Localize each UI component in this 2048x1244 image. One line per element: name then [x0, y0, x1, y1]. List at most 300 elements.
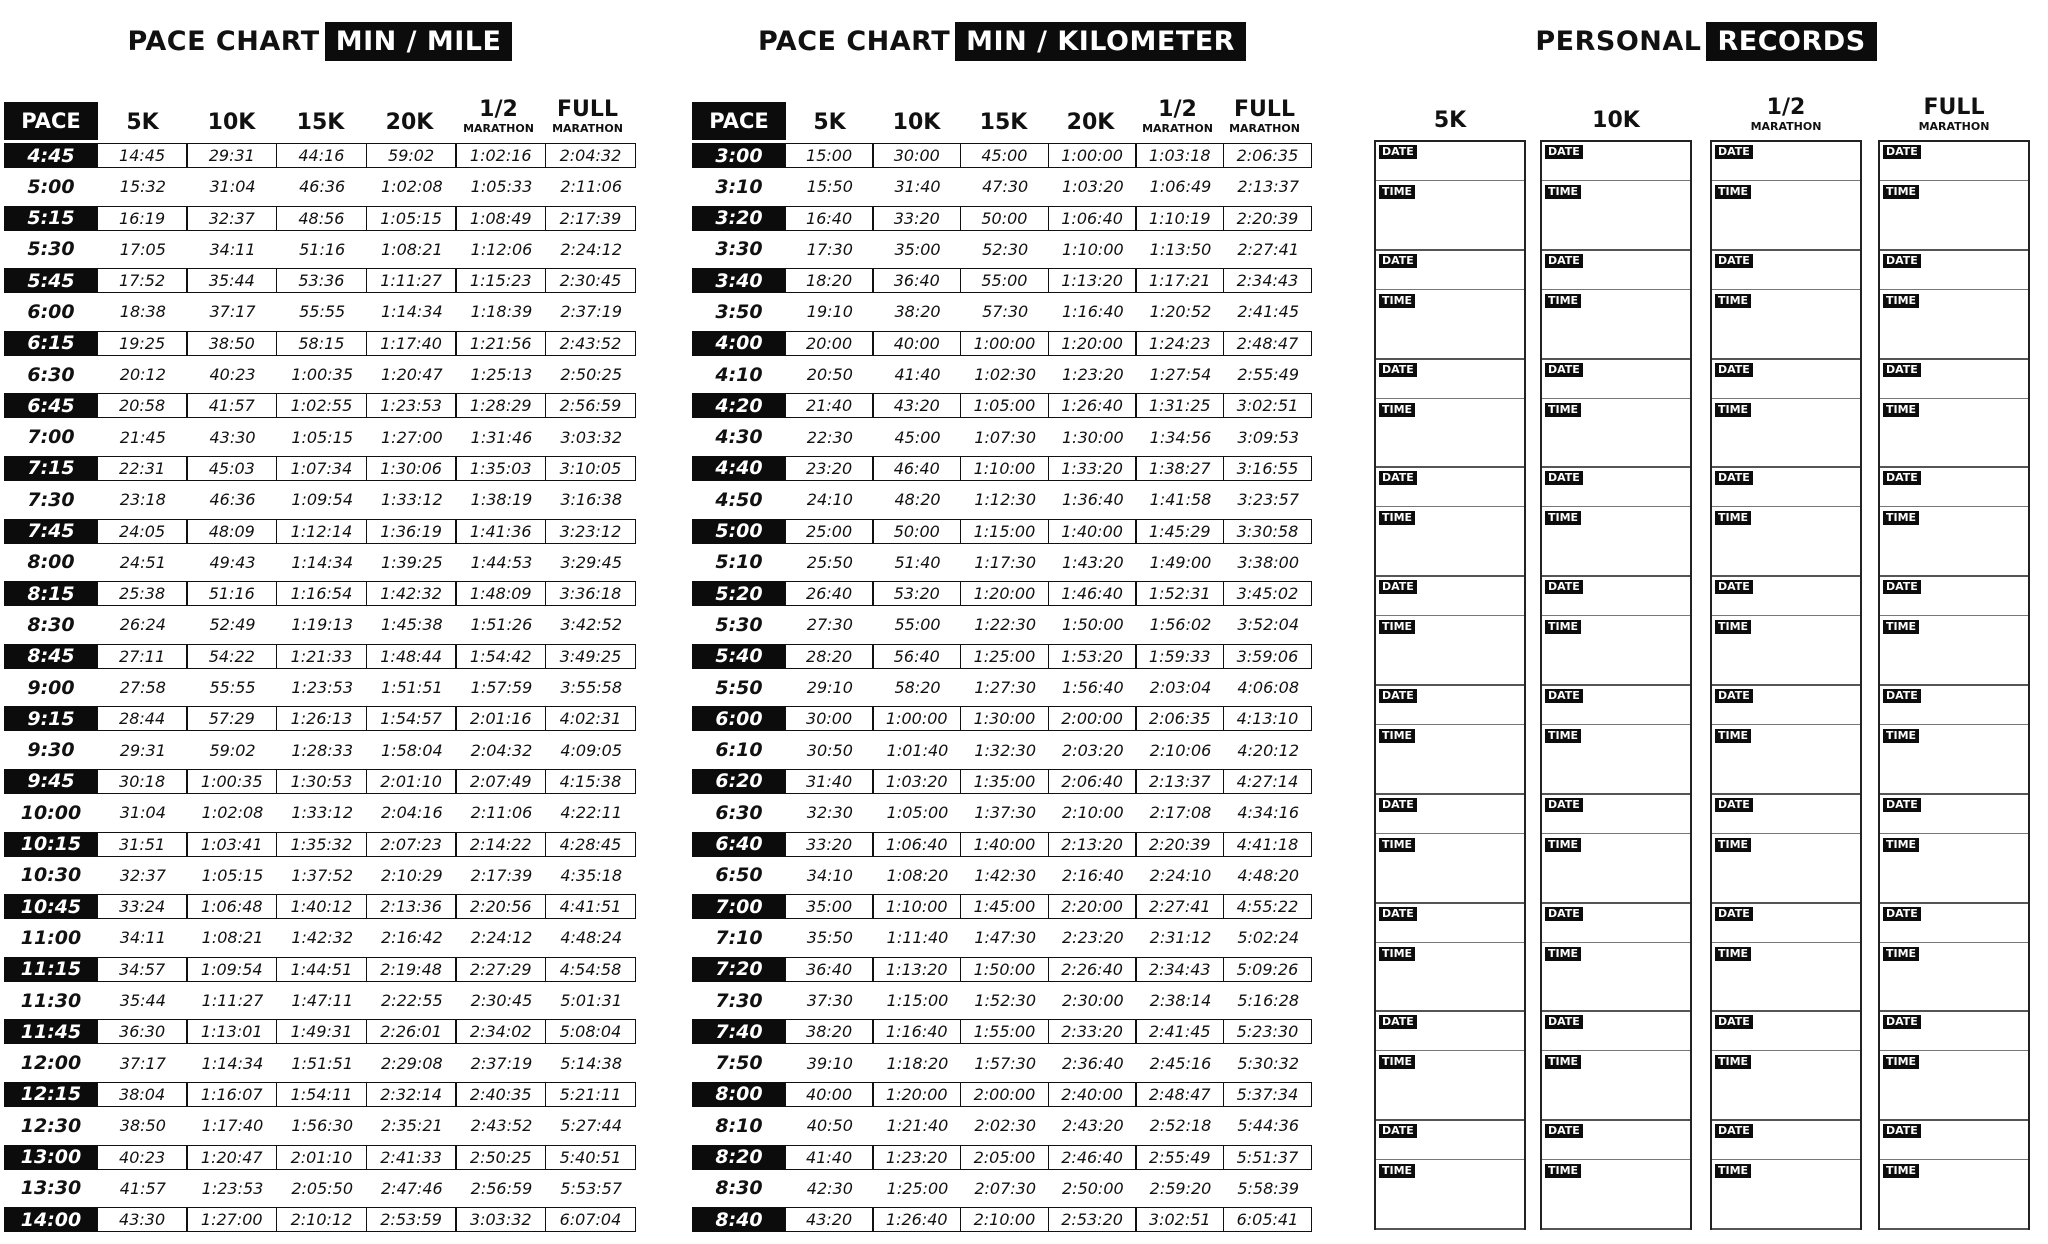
time-cell: 1:13:50: [1149, 239, 1212, 259]
date-label: DATE: [1715, 1124, 1753, 1138]
time-cell: 1:57:30: [974, 1053, 1037, 1073]
time-cell: 2:31:12: [1149, 928, 1212, 948]
time-cell: 30:50: [806, 740, 853, 760]
time-label: TIME: [1379, 838, 1415, 852]
time-cell: 34:57: [97, 957, 188, 982]
table-row: [692, 171, 1312, 202]
record-slot[interactable]: [1880, 1121, 2028, 1230]
time-cell: 1:10:00: [1062, 239, 1124, 259]
slot-divider: [1542, 1050, 1690, 1051]
record-slot[interactable]: [1542, 360, 1690, 469]
time-cell: 1:44:51: [276, 957, 367, 982]
pace-cell: 5:00: [692, 519, 786, 544]
time-cell: 1:30:53: [276, 769, 367, 794]
time-cell: 2:45:16: [1149, 1053, 1212, 1073]
time-cell: 1:02:16: [455, 143, 546, 168]
time-cells: [98, 331, 636, 356]
record-slot[interactable]: [1880, 577, 2028, 686]
time-cell: 1:03:20: [1062, 177, 1124, 197]
time-cell: 2:17:08: [1149, 803, 1212, 823]
header-5k: 5K: [126, 110, 159, 135]
slot-divider: [1542, 1159, 1690, 1160]
time-cell: 2:50:25: [560, 365, 623, 385]
time-cell: 1:03:20: [872, 769, 961, 794]
pace-cell: 4:00: [692, 331, 786, 356]
pace-cell: 4:40: [692, 456, 786, 481]
time-cell: 40:00: [785, 1082, 874, 1107]
time-cell: 30:18: [97, 769, 188, 794]
time-cell: 2:43:52: [470, 1116, 533, 1136]
time-label: TIME: [1715, 403, 1751, 417]
date-label: DATE: [1379, 580, 1417, 594]
time-cell: 55:00: [894, 615, 941, 635]
time-label: TIME: [1715, 729, 1751, 743]
time-cell: 4:02:31: [545, 706, 636, 731]
time-cell: 1:17:40: [201, 1116, 264, 1136]
time-cells: [786, 425, 1312, 450]
slot-divider: [1712, 942, 1860, 943]
time-cell: 1:13:20: [872, 957, 961, 982]
pace-cell: 4:50: [715, 488, 763, 511]
table-row: [4, 797, 636, 828]
time-label: TIME: [1883, 729, 1919, 743]
time-label: TIME: [1545, 947, 1581, 961]
pace-cell: 6:45: [4, 393, 98, 418]
record-slot[interactable]: [1712, 904, 1860, 1013]
pace-cell: 7:30: [27, 488, 75, 511]
date-label: DATE: [1545, 471, 1583, 485]
time-cells: [786, 863, 1312, 888]
slot-divider: [1712, 615, 1860, 616]
time-cell: 1:20:00: [872, 1082, 961, 1107]
time-cells: [786, 456, 1312, 481]
record-slot[interactable]: [1712, 142, 1860, 251]
time-cell: 1:36:19: [366, 519, 457, 544]
time-cell: 1:02:08: [381, 177, 443, 197]
time-cell: 1:45:29: [1135, 519, 1224, 544]
record-slot[interactable]: [1542, 1012, 1690, 1121]
time-cells: [98, 519, 636, 544]
time-cells: [786, 1207, 1312, 1232]
time-label: TIME: [1545, 620, 1581, 634]
time-cell: 1:15:00: [960, 519, 1049, 544]
time-cells: [98, 675, 636, 700]
time-cell: 17:05: [119, 239, 166, 259]
time-cell: 1:08:20: [886, 865, 949, 885]
time-cell: 2:55:49: [1237, 365, 1300, 385]
time-cell: 41:40: [894, 365, 941, 385]
time-cells: [786, 1082, 1312, 1107]
time-cell: 35:00: [785, 894, 874, 919]
time-cell: 5:14:38: [560, 1053, 623, 1073]
time-label: TIME: [1545, 1164, 1581, 1178]
pace-cell: 9:15: [4, 706, 98, 731]
record-slot[interactable]: [1542, 686, 1690, 795]
pace-cell: 3:30: [715, 238, 763, 261]
slot-divider: [1376, 942, 1524, 943]
time-cell: 2:17:39: [545, 206, 636, 231]
table-row: [692, 359, 1312, 390]
time-label: TIME: [1379, 294, 1415, 308]
time-cell: 51:16: [186, 581, 277, 606]
date-label: DATE: [1883, 471, 1921, 485]
slot-divider: [1542, 180, 1690, 181]
time-cell: 47:30: [982, 177, 1029, 197]
record-slot[interactable]: [1376, 468, 1524, 577]
slot-divider: [1542, 942, 1690, 943]
time-cell: 1:59:33: [1135, 644, 1224, 669]
pace-cell: 8:30: [27, 613, 75, 636]
record-slot[interactable]: [1542, 795, 1690, 904]
header-20k: 20K: [1066, 110, 1115, 135]
time-cell: 20:58: [97, 393, 188, 418]
time-cell: 1:30:06: [366, 456, 457, 481]
record-slot[interactable]: [1376, 1121, 1524, 1230]
pace-cell: 10:00: [20, 801, 82, 824]
time-cell: 2:43:52: [545, 331, 636, 356]
time-cell: 1:05:15: [291, 427, 354, 447]
time-cell: 37:17: [209, 302, 256, 322]
record-slot[interactable]: [1712, 577, 1860, 686]
time-cell: 5:09:26: [1223, 957, 1312, 982]
record-slot[interactable]: [1712, 686, 1860, 795]
time-cell: 1:27:00: [186, 1207, 277, 1232]
time-cell: 1:25:00: [960, 644, 1049, 669]
records-column-box: [1878, 140, 2030, 1230]
slot-divider: [1880, 724, 2028, 725]
time-cell: 1:27:00: [381, 427, 443, 447]
time-cell: 26:24: [119, 615, 166, 635]
time-cell: 51:40: [894, 552, 941, 572]
time-cell: 53:36: [276, 268, 367, 293]
time-label: TIME: [1883, 1055, 1919, 1069]
time-cells: [98, 268, 636, 293]
time-cell: 1:38:19: [470, 490, 533, 510]
record-slot[interactable]: [1712, 1012, 1860, 1121]
table-row: [4, 140, 636, 171]
time-cell: 2:14:22: [455, 832, 546, 857]
date-label: DATE: [1883, 254, 1921, 268]
pace-cell: 8:20: [692, 1145, 786, 1170]
time-label: TIME: [1379, 185, 1415, 199]
time-cell: 1:05:15: [201, 865, 264, 885]
time-cell: 40:00: [872, 331, 961, 356]
time-cell: 17:52: [97, 268, 188, 293]
time-cell: 1:16:54: [276, 581, 367, 606]
table-row: [4, 171, 636, 202]
time-cell: 1:53:20: [1048, 644, 1137, 669]
time-cell: 2:03:20: [1062, 740, 1124, 760]
record-slot[interactable]: [1880, 142, 2028, 251]
time-cells: [786, 362, 1312, 387]
time-cells: [786, 393, 1312, 418]
time-cell: 1:47:30: [974, 928, 1037, 948]
pace-cell: 6:40: [692, 832, 786, 857]
time-cells: [786, 331, 1312, 356]
time-cell: 1:40:00: [1048, 519, 1137, 544]
time-cell: 1:11:27: [366, 268, 457, 293]
time-cell: 2:23:20: [1062, 928, 1124, 948]
record-slot[interactable]: [1880, 251, 2028, 360]
record-slot[interactable]: [1880, 468, 2028, 577]
time-cell: 43:30: [97, 1207, 188, 1232]
time-cell: 1:21:40: [886, 1116, 949, 1136]
time-cell: 4:54:58: [545, 957, 636, 982]
time-cell: 2:47:46: [381, 1178, 443, 1198]
time-cells: [786, 706, 1312, 731]
record-slot[interactable]: [1542, 577, 1690, 686]
time-cell: 2:33:20: [1048, 1019, 1137, 1044]
time-cell: 53:20: [872, 581, 961, 606]
time-cell: 4:20:12: [1237, 740, 1300, 760]
time-cell: 1:38:27: [1135, 456, 1224, 481]
pace-cell: 7:40: [692, 1019, 786, 1044]
table-row: [692, 609, 1312, 640]
time-cell: 1:09:54: [186, 957, 277, 982]
time-cell: 2:04:32: [545, 143, 636, 168]
time-cell: 35:44: [119, 991, 166, 1011]
time-cell: 2:11:06: [560, 177, 623, 197]
record-slot[interactable]: [1376, 795, 1524, 904]
table-row: [692, 422, 1312, 453]
date-label: DATE: [1379, 689, 1417, 703]
pace-cell: 3:00: [692, 143, 786, 168]
time-cell: 2:34:43: [1135, 957, 1224, 982]
time-cell: 3:09:53: [1237, 427, 1300, 447]
time-cell: 1:42:32: [366, 581, 457, 606]
time-cell: 24:10: [806, 490, 853, 510]
time-cell: 24:51: [119, 552, 166, 572]
time-cell: 2:22:55: [381, 991, 443, 1011]
date-label: DATE: [1715, 907, 1753, 921]
pace-cell: 5:00: [27, 175, 75, 198]
time-cell: 2:41:45: [1237, 302, 1300, 322]
personal-records: [1370, 0, 2042, 1244]
time-cell: 1:21:33: [276, 644, 367, 669]
record-slot[interactable]: [1880, 904, 2028, 1013]
time-cell: 33:20: [872, 206, 961, 231]
time-cell: 2:35:21: [381, 1116, 443, 1136]
time-cells: [98, 800, 636, 825]
pace-cell: 12:15: [4, 1082, 98, 1107]
date-label: DATE: [1883, 907, 1921, 921]
time-cell: 1:06:49: [1149, 177, 1212, 197]
time-cell: 1:08:21: [381, 239, 443, 259]
table-row: [692, 516, 1312, 547]
table-row: [692, 140, 1312, 171]
time-cell: 1:56:02: [1149, 615, 1212, 635]
time-cell: 1:40:12: [276, 894, 367, 919]
time-cell: 2:19:48: [366, 957, 457, 982]
header-full-marathon: FULL MARATHON: [1229, 97, 1300, 135]
time-cells: [786, 832, 1312, 857]
time-cell: 3:02:51: [1223, 393, 1312, 418]
time-cell: 33:20: [785, 832, 874, 857]
time-cell: 57:30: [982, 302, 1029, 322]
pace-header: PACE: [4, 102, 98, 140]
time-cell: 21:45: [119, 427, 166, 447]
table-row: [692, 1173, 1312, 1204]
time-cell: 2:20:00: [1048, 894, 1137, 919]
time-cell: 35:50: [806, 928, 853, 948]
slot-divider: [1712, 506, 1860, 507]
slot-divider: [1712, 1159, 1860, 1160]
time-label: TIME: [1715, 947, 1751, 961]
time-cell: 1:46:40: [1048, 581, 1137, 606]
pace-cell: 6:00: [692, 706, 786, 731]
time-label: TIME: [1379, 1055, 1415, 1069]
time-cell: 1:52:30: [974, 991, 1037, 1011]
records-column-header: 1/2 MARATHON: [1750, 95, 1822, 133]
time-cell: 1:45:00: [960, 894, 1049, 919]
time-label: TIME: [1715, 511, 1751, 525]
time-cell: 45:00: [894, 427, 941, 447]
record-slot[interactable]: [1376, 360, 1524, 469]
record-slot[interactable]: [1712, 468, 1860, 577]
time-cell: 2:03:04: [1149, 678, 1212, 698]
time-cell: 1:44:53: [470, 552, 533, 572]
record-slot[interactable]: [1712, 1121, 1860, 1230]
time-cell: 1:17:40: [366, 331, 457, 356]
time-cell: 1:17:21: [1135, 268, 1224, 293]
time-cell: 1:20:00: [960, 581, 1049, 606]
time-cell: 2:10:00: [1062, 803, 1124, 823]
time-cell: 59:02: [209, 740, 256, 760]
pace-cell: 6:15: [4, 331, 98, 356]
table-row: [692, 891, 1312, 922]
date-label: DATE: [1379, 145, 1417, 159]
time-cell: 4:35:18: [560, 865, 623, 885]
time-cells: [98, 550, 636, 575]
date-label: DATE: [1545, 363, 1583, 377]
pace-cell: 3:10: [715, 175, 763, 198]
record-slot[interactable]: [1376, 1012, 1524, 1121]
time-cell: 1:15:00: [886, 991, 949, 1011]
time-cell: 1:20:52: [1149, 302, 1212, 322]
date-label: DATE: [1545, 798, 1583, 812]
slot-divider: [1880, 615, 2028, 616]
record-slot[interactable]: [1542, 904, 1690, 1013]
time-cell: 2:07:30: [974, 1178, 1037, 1198]
record-slot[interactable]: [1542, 251, 1690, 360]
time-cell: 56:40: [872, 644, 961, 669]
time-cell: 28:44: [97, 706, 188, 731]
time-cell: 2:02:30: [974, 1116, 1037, 1136]
time-cell: 6:07:04: [545, 1207, 636, 1232]
record-slot[interactable]: [1880, 360, 2028, 469]
record-slot[interactable]: [1880, 795, 2028, 904]
time-cells: [98, 925, 636, 950]
time-label: TIME: [1379, 403, 1415, 417]
time-cell: 37:17: [119, 1053, 166, 1073]
header-15k: 15K: [296, 110, 345, 135]
record-slot[interactable]: [1376, 686, 1524, 795]
time-cell: 45:03: [186, 456, 277, 481]
records-title: PERSONAL RECORDS: [1370, 20, 2042, 62]
time-cell: 1:51:26: [470, 615, 533, 635]
time-cell: 2:20:39: [1135, 832, 1224, 857]
record-slot[interactable]: [1376, 904, 1524, 1013]
time-label: TIME: [1379, 620, 1415, 634]
time-cell: 3:29:45: [560, 552, 623, 572]
record-slot[interactable]: [1542, 142, 1690, 251]
time-cell: 3:16:55: [1223, 456, 1312, 481]
time-cells: [98, 456, 636, 481]
time-cell: 2:52:18: [1149, 1116, 1212, 1136]
time-cells: [98, 612, 636, 637]
pace-cell: 5:50: [715, 676, 763, 699]
table-row: [692, 797, 1312, 828]
time-cell: 2:46:40: [1048, 1145, 1137, 1170]
date-label: DATE: [1545, 907, 1583, 921]
pace-cell: 4:10: [715, 363, 763, 386]
time-cell: 1:11:40: [886, 928, 949, 948]
mile-chart-title: PACE CHART MIN / MILE: [4, 20, 636, 62]
time-label: TIME: [1883, 185, 1919, 199]
time-cells: [98, 769, 636, 794]
time-cell: 1:28:33: [291, 740, 354, 760]
table-row: [692, 547, 1312, 578]
time-cell: 5:02:24: [1237, 928, 1300, 948]
record-slot[interactable]: [1712, 251, 1860, 360]
time-cell: 2:20:39: [1223, 206, 1312, 231]
record-slot[interactable]: [1376, 142, 1524, 251]
time-label: TIME: [1545, 729, 1581, 743]
mile-chart-rows: [4, 140, 636, 1235]
record-slot[interactable]: [1880, 686, 2028, 795]
time-cell: 14:45: [97, 143, 188, 168]
time-cell: 4:34:16: [1237, 803, 1300, 823]
time-cell: 1:43:20: [1062, 552, 1124, 572]
slot-divider: [1880, 1050, 2028, 1051]
header-10k: 10K: [207, 110, 256, 135]
time-cells: [786, 206, 1312, 231]
time-cell: 1:00:00: [872, 706, 961, 731]
records-column-box: [1710, 140, 1862, 1230]
time-cell: 5:23:30: [1223, 1019, 1312, 1044]
record-slot[interactable]: [1712, 795, 1860, 904]
time-cell: 2:06:35: [1135, 706, 1224, 731]
time-cell: 1:16:40: [872, 1019, 961, 1044]
time-cell: 23:18: [119, 490, 166, 510]
time-cell: 51:16: [299, 239, 346, 259]
time-cell: 16:19: [97, 206, 188, 231]
time-cells: [98, 832, 636, 857]
slot-divider: [1376, 398, 1524, 399]
time-cell: 6:05:41: [1223, 1207, 1312, 1232]
slot-divider: [1880, 506, 2028, 507]
record-slot[interactable]: [1712, 360, 1860, 469]
pace-cell: 8:00: [692, 1082, 786, 1107]
time-cell: 1:31:25: [1135, 393, 1224, 418]
km-chart-title-highlight: MIN / KILOMETER: [955, 22, 1246, 61]
date-label: DATE: [1715, 254, 1753, 268]
time-cells: [786, 925, 1312, 950]
record-slot[interactable]: [1542, 468, 1690, 577]
time-cell: 41:57: [186, 393, 277, 418]
time-label: TIME: [1715, 1164, 1751, 1178]
time-cell: 1:54:42: [455, 644, 546, 669]
record-slot[interactable]: [1376, 251, 1524, 360]
time-cell: 1:54:11: [276, 1082, 367, 1107]
time-cell: 1:21:56: [455, 331, 546, 356]
record-slot[interactable]: [1376, 577, 1524, 686]
time-cells: [786, 237, 1312, 262]
time-cell: 19:10: [806, 302, 853, 322]
time-cells: [98, 706, 636, 731]
record-slot[interactable]: [1880, 1012, 2028, 1121]
record-slot[interactable]: [1542, 1121, 1690, 1230]
